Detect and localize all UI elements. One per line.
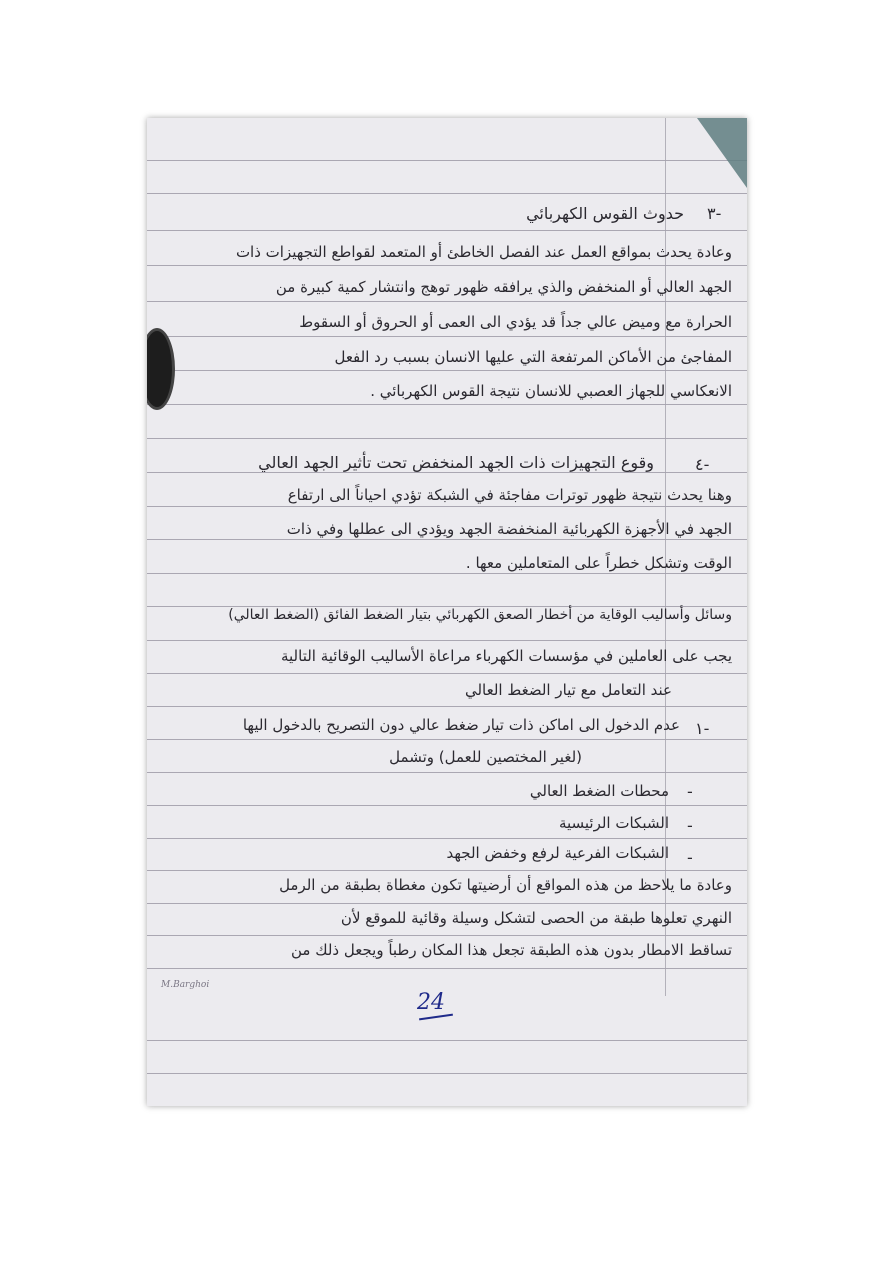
paragraph-line: الحرارة مع وميض عالي جداً قد يؤدي الى العمى أو الحروق أو السقوط: [299, 313, 732, 331]
paragraph-line: تساقط الامطار بدون هذه الطبقة تجعل هذا المكان رطباً ويجعل ذلك من: [290, 941, 732, 959]
page-number: 24: [417, 990, 445, 1015]
paragraph-line: (لغير المختصين للعمل) وتشمل: [389, 748, 582, 766]
paragraph-line: عند التعامل مع تيار الضغط العالي: [464, 681, 672, 699]
paragraph-line: الانعكاسي للجهاز العصبي للانسان نتيجة القوس الكهربائي .: [370, 382, 732, 400]
paragraph-line: وعادة يحدث بمواقع العمل عند الفصل الخاطئ أو المتعمد لقواطع التجهيزات ذات: [235, 243, 732, 261]
list-item: محطات الضغط العالي: [529, 782, 669, 800]
section-heading: وسائل وأساليب الوقاية من أخطار الصعق الكهربائي بتيار الضغط الفائق (الضغط العالي): [228, 607, 732, 623]
list-item: الشبكات الفرعية لرفع وخفض الجهد: [446, 844, 669, 862]
item-number: ١-: [695, 719, 710, 738]
bullet-dash: -: [687, 782, 693, 801]
paragraph-line: يجب على العاملين في مؤسسات الكهرباء مراعاة الأساليب الوقائية التالية: [280, 647, 732, 665]
paragraph-line: الجهد في الأجهزة الكهربائية المنخفضة الجهد ويؤدي الى عطلها وفي ذات: [286, 520, 732, 538]
folded-corner: [697, 118, 747, 188]
paragraph-line: عدم الدخول الى اماكن ذات تيار ضغط عالي دون التصريح بالدخول اليها: [242, 716, 680, 734]
section-number: ٣-: [707, 204, 722, 223]
section-heading: وقوع التجهيزات ذات الجهد المنخفض تحت تأثير الجهد العالي: [258, 453, 654, 472]
section-number: ٤-: [695, 455, 710, 474]
paragraph-line: وهنا يحدث نتيجة ظهور توترات مفاجئة في الشبكة تؤدي احياناً الى ارتفاع: [287, 486, 732, 504]
paragraph-line: الجهد العالي أو المنخفض والذي يرافقه ظهور توهج وانتشار كمية كبيرة من: [275, 278, 732, 296]
paragraph-line: المفاجئ من الأماكن المرتفعة التي عليها الانسان بسبب رد الفعل: [334, 348, 732, 366]
list-item: الشبكات الرئيسية: [558, 814, 669, 832]
paragraph-line: وعادة ما يلاحظ من هذه المواقع أن أرضيتها تكون مغطاة بطبقة من الرمل: [279, 876, 732, 894]
notebook-signature: M.Barghoi: [161, 980, 210, 990]
bullet-dash: -: [687, 848, 693, 867]
notebook-page: [147, 118, 747, 1106]
section-heading: حدوث القوس الكهربائي: [526, 204, 684, 223]
paragraph-line: النهري تعلوها طبقة من الحصى لتشكل وسيلة وقائية للموقع لأن: [340, 909, 732, 927]
paragraph-line: الوقت وتشكل خطراً على المتعاملين معها .: [465, 554, 732, 572]
bullet-dash: -: [687, 816, 693, 835]
